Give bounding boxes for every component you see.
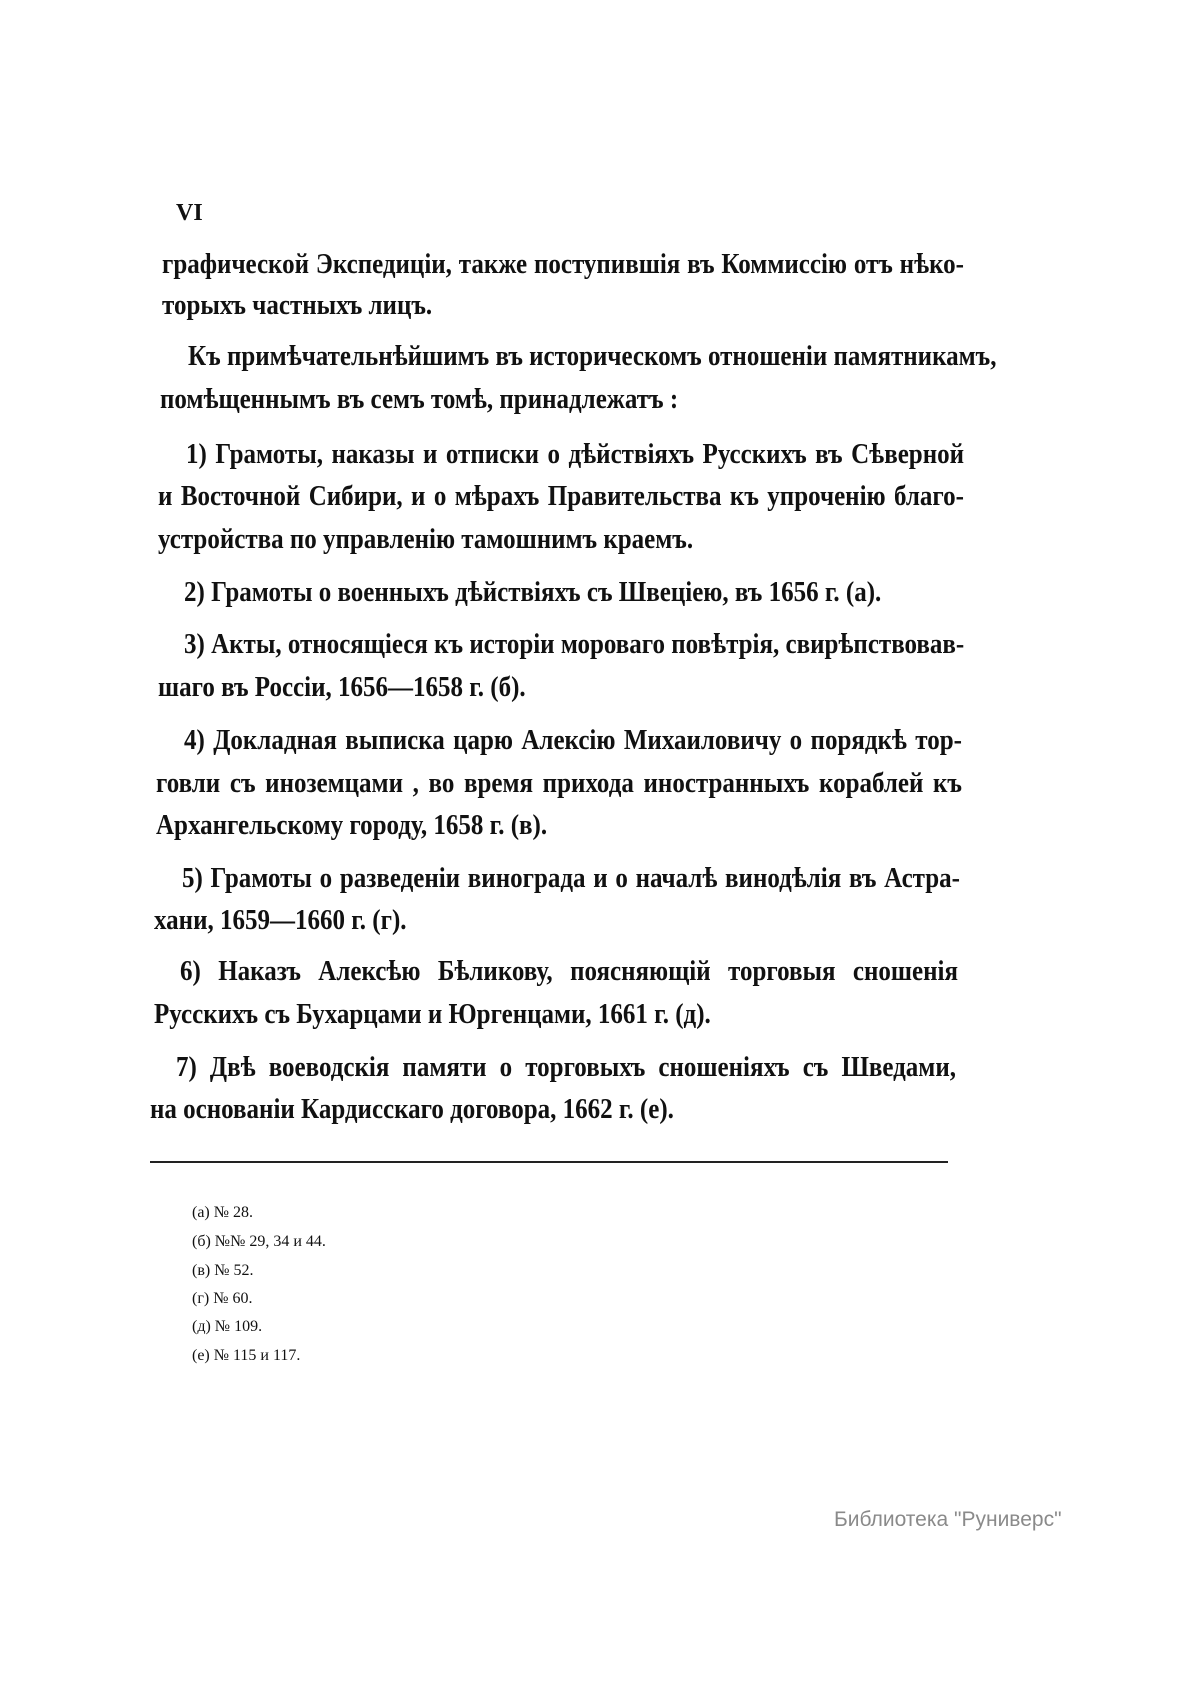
text-line: Къ примѣчательнѣйшимъ въ историческомъ отношеніи памятникамъ, [188, 341, 997, 372]
footnote: (а) № 28. [192, 1204, 254, 1221]
text-line: шаго въ Россіи, 1656—1658 г. (б). [158, 672, 526, 703]
text-line: 5) Грамоты о разведеніи винограда и о началѣ винодѣлія въ Астра- [182, 863, 960, 894]
text-line: и Восточной Сибири, и о мѣрахъ Правительства къ упроченію благо- [158, 481, 964, 512]
text-line: 4) Докладная выписка царю Алексію Михаиловичу о порядкѣ тор- [184, 725, 962, 756]
footnote-divider [150, 1161, 948, 1163]
footnote: (е) № 115 и 117. [192, 1347, 301, 1364]
text-line: устройства по управленію тамошнимъ краемъ. [158, 524, 694, 555]
footnote: (б) №№ 29, 34 и 44. [192, 1233, 326, 1250]
text-line: Русскихъ съ Бухарцами и Юргенцами, 1661 г. (д). [154, 999, 711, 1030]
footnote: (в) № 52. [192, 1262, 254, 1279]
text-line: 7) Двѣ воеводскія памяти о торговыхъ сношеніяхъ съ Шведами, [176, 1052, 956, 1083]
text-line: торыхъ частныхъ лицъ. [162, 290, 433, 321]
text-line: 3) Акты, относящіеся къ исторіи мороваго повѣтрія, свирѣпствовав- [184, 629, 965, 660]
text-line: хани, 1659—1660 г. (г). [154, 905, 407, 936]
text-line: графической Экспедиціи, также поступившія въ Коммиссію отъ нѣко- [162, 249, 964, 280]
footnote: (г) № 60. [192, 1290, 253, 1307]
page-number: VI [176, 200, 203, 226]
text-line: помѣщеннымъ въ семъ томѣ, принадлежатъ : [160, 384, 679, 415]
footnote: (д) № 109. [192, 1318, 263, 1335]
text-line: 1) Грамоты, наказы и отписки о дѣйствіяхъ Русскихъ въ Сѣверной [186, 439, 964, 470]
text-line: на основаніи Кардисскаго договора, 1662 г. (е). [150, 1094, 674, 1125]
library-watermark: Библиотека "Руниверс" [834, 1508, 1062, 1531]
text-line: Архангельскому городу, 1658 г. (в). [156, 810, 548, 841]
text-line: говли съ иноземцами , во время прихода иностранныхъ кораблей къ [156, 768, 962, 799]
text-line: 6) Наказъ Алексѣю Бѣликову, поясняющій торговыя сношенія [180, 956, 958, 987]
text-line: 2) Грамоты о военныхъ дѣйствіяхъ съ Швеціею, въ 1656 г. (а). [184, 577, 882, 608]
